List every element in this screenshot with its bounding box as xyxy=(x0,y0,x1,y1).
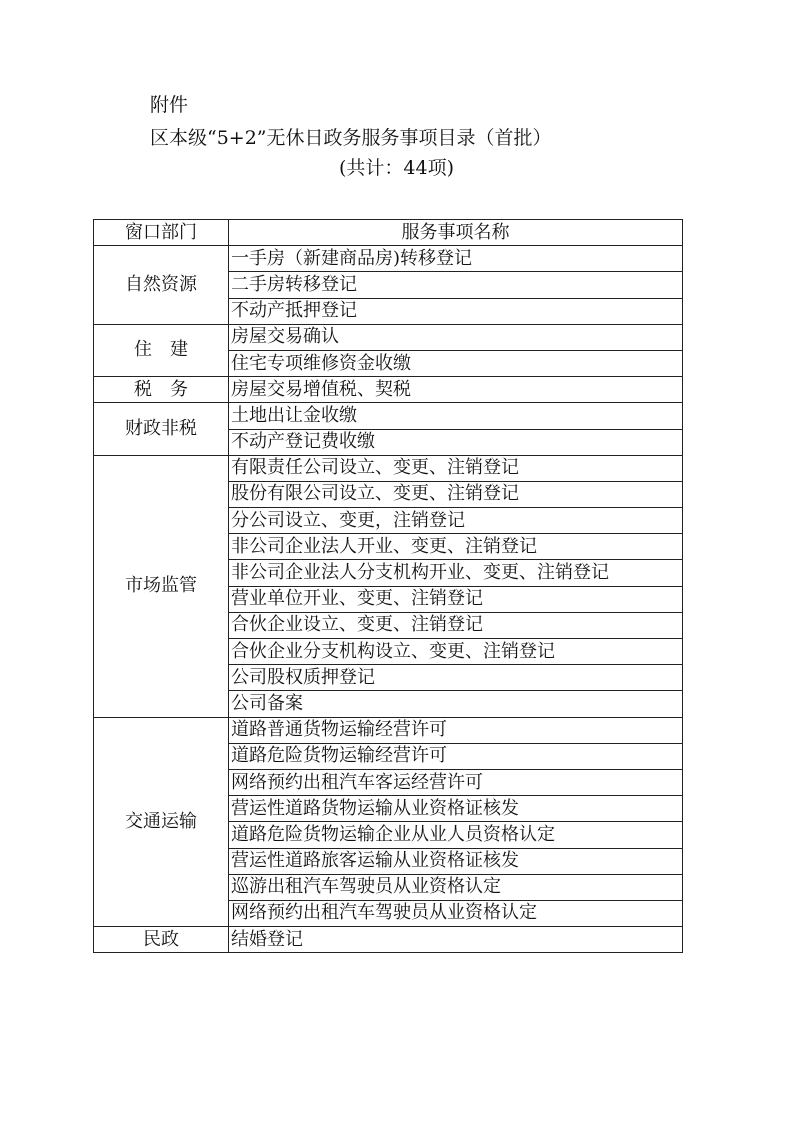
document-title: 区本级“5+2”无休日政务服务事项目录（首批） xyxy=(150,127,552,149)
service-item-cell: 网络预约出租汽车驾驶员从业资格认定 xyxy=(229,900,683,926)
service-item-cell: 合伙企业分支机构设立、变更、注销登记 xyxy=(229,639,683,665)
header-item: 服务事项名称 xyxy=(229,220,683,246)
service-item-cell: 营运性道路旅客运输从业资格证核发 xyxy=(229,848,683,874)
attachment-label: 附件 xyxy=(150,94,189,116)
service-item-cell: 不动产抵押登记 xyxy=(229,298,683,324)
service-item-cell: 不动产登记费收缴 xyxy=(229,429,683,455)
service-item-cell: 非公司企业法人分支机构开业、变更、注销登记 xyxy=(229,560,683,586)
service-item-cell: 网络预约出租汽车客运经营许可 xyxy=(229,769,683,795)
service-item-cell: 结婚登记 xyxy=(229,927,683,953)
total-count: (共计：44项) xyxy=(338,157,454,179)
dept-cell: 市场监管 xyxy=(94,455,229,717)
dept-cell: 自然资源 xyxy=(94,246,229,325)
service-item-cell: 住宅专项维修资金收缴 xyxy=(229,350,683,376)
service-item-cell: 股份有限公司设立、变更、注销登记 xyxy=(229,481,683,507)
service-item-cell: 营业单位开业、变更、注销登记 xyxy=(229,586,683,612)
service-item-cell: 房屋交易增值税、契税 xyxy=(229,377,683,403)
service-item-cell: 公司备案 xyxy=(229,691,683,717)
table-row xyxy=(94,246,683,272)
service-item-cell: 非公司企业法人开业、变更、注销登记 xyxy=(229,534,683,560)
dept-cell: 交通运输 xyxy=(94,717,229,927)
dept-cell: 税 务 xyxy=(94,377,229,403)
table-row xyxy=(94,717,683,743)
service-item-cell: 房屋交易确认 xyxy=(229,324,683,350)
dept-cell: 民政 xyxy=(94,927,229,953)
service-item-cell: 道路普通货物运输经营许可 xyxy=(229,717,683,743)
service-catalog-table xyxy=(93,219,683,953)
table-row xyxy=(94,455,683,481)
service-item-cell: 土地出让金收缴 xyxy=(229,403,683,429)
service-item-cell: 营运性道路货物运输从业资格证核发 xyxy=(229,796,683,822)
dept-cell: 财政非税 xyxy=(94,403,229,455)
table-row xyxy=(94,324,683,350)
service-item-cell: 有限责任公司设立、变更、注销登记 xyxy=(229,455,683,481)
service-item-cell: 二手房转移登记 xyxy=(229,272,683,298)
table-row xyxy=(94,403,683,429)
service-item-cell: 公司股权质押登记 xyxy=(229,665,683,691)
service-item-cell: 道路危险货物运输企业从业人员资格认定 xyxy=(229,822,683,848)
dept-cell: 住 建 xyxy=(94,324,229,376)
service-item-cell: 道路危险货物运输经营许可 xyxy=(229,743,683,769)
service-item-cell: 合伙企业设立、变更、注销登记 xyxy=(229,612,683,638)
table-row xyxy=(94,927,683,953)
table-header-row xyxy=(94,220,683,246)
service-item-cell: 一手房（新建商品房)转移登记 xyxy=(229,246,683,272)
service-item-cell: 巡游出租汽车驾驶员从业资格认定 xyxy=(229,874,683,900)
table-row xyxy=(94,377,683,403)
service-item-cell: 分公司设立、变更，注销登记 xyxy=(229,508,683,534)
header-dept: 窗口部门 xyxy=(94,220,229,246)
